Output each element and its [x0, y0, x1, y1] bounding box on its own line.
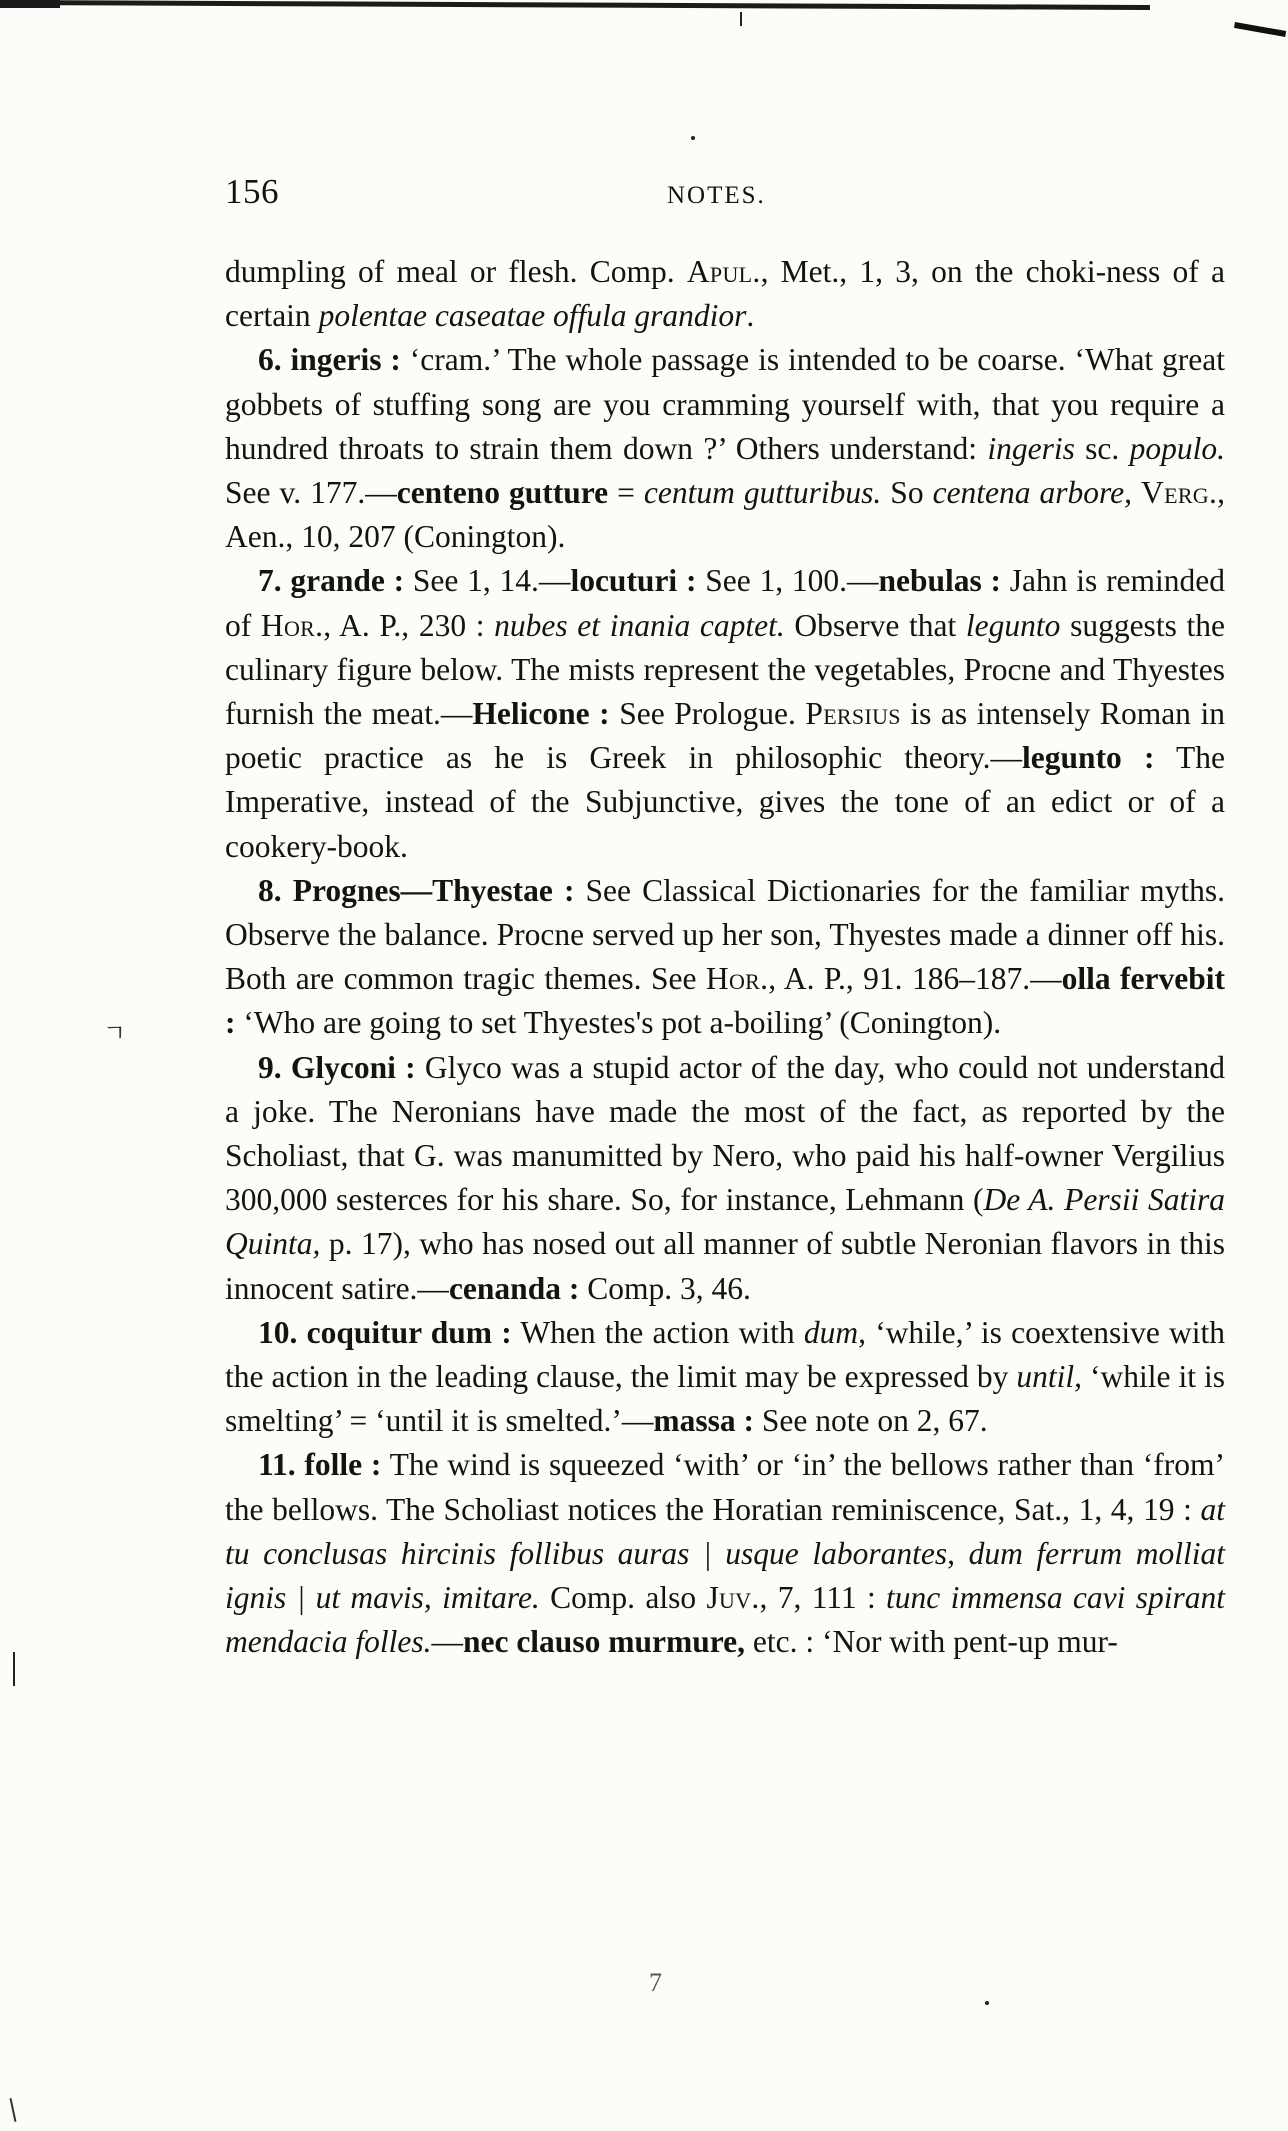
margin-mark: ㄱ: [103, 1019, 127, 1047]
scan-edge-corner: [0, 0, 60, 8]
scan-margin-bar: [10, 2098, 17, 2122]
scan-tick-mark: [740, 12, 742, 26]
author-ref: Verg.: [1141, 475, 1218, 511]
lemma: nec clauso murmure,: [462, 1624, 745, 1660]
signature-mark: 7: [649, 1968, 662, 1997]
scan-margin-bar: [13, 1652, 15, 1686]
page-number: 156: [225, 172, 279, 211]
note-paragraph-8: 8. Prognes—Thyestae : See Classical Dictionaries for the familiar myths. Observe the balance. Procne served up her son, Thyestes made a dinner off his. Both are common tragic themes. See Hor., A. P., 91. 186–187.—olla fervebit : ‘Who are going to set Thyestes's pot a-boiling’ (Conington).: [225, 872, 1226, 1041]
verse-number: 10.: [258, 1314, 298, 1350]
lemma: cenanda :: [448, 1270, 580, 1306]
note-paragraph-10: 10. coquitur dum : When the action with dum, ‘while,’ is coextensive with the action in the leading clause, the limit may be expressed by until, ‘while it is smelting’ = ‘until it is smelted.’—massa : See note on 2, 67.: [225, 1314, 1226, 1439]
verse-number: 7.: [258, 563, 282, 599]
lemma: coquitur dum :: [306, 1314, 512, 1350]
note-paragraph-continued: dumpling of meal or flesh. Comp. Apul., Met., 1, 3, on the choki-ness of a certain polentae caseatae offula grandior.: [225, 254, 1225, 334]
verse-number: 6.: [258, 342, 282, 378]
note-paragraph-9: 9. Glyconi : Glyco was a stupid actor of the day, who could not understand a joke. The Neronians have made the most of the fact, as reported by the Scholiast, that G. was manumitted by Nero, who paid his half-owner Vergilius 300,000 sesterces for his share. So, for instance, Lehmann (De A. Persii Satira Quinta, p. 17), who has nosed out all manner of subtle Neronian flavors in this innocent satire.—cenanda : Comp. 3, 46.: [225, 1049, 1225, 1306]
lemma: locuturi :: [570, 563, 697, 599]
lemma: grande :: [290, 563, 405, 599]
scan-edge-right-mark: [1234, 22, 1286, 37]
note-paragraph-7: 7. grande : See 1, 14.—locuturi : See 1, 100.—nebulas : Jahn is reminded of Hor., A. P., 230 : nubes et inania captet. Observe that legunto suggests the culinary figure below. The mists represent the vegetables, Procne and Thyestes furnish the meat.—Helicone : See Prologue. Persius is as intensely Roman in poetic practice as he is Greek in philosophic theory.—legunto : The Imperative, instead of the Subjunctive, gives the tone of an edict or of a cookery-book.: [225, 563, 1226, 864]
lemma: centeno gutture: [396, 475, 609, 511]
running-head: [225, 172, 795, 218]
lemma: Prognes—Thyestae :: [292, 872, 575, 908]
note-paragraph-11: 11. folle : The wind is squeezed ‘with’ or ‘in’ the bellows rather than ‘from’ the bellows. The Scholiast notices the Horatian reminiscence, Sat., 1, 4, 19 : at tu conclusas hircinis follibus auras | usque laborantes, dum ferrum molliat ignis | ut mavis, imitare. Comp. also Juv., 7, 111 : tunc immensa cavi spirant mendacia folles.—nec clauso murmure, etc. : ‘Nor with pent-up mur-: [225, 1447, 1225, 1660]
lemma: ingeris :: [290, 342, 401, 378]
author-ref: Hor.: [260, 607, 324, 643]
lemma: Glyconi :: [290, 1049, 416, 1085]
lemma: olla fervebit :: [225, 961, 1225, 1041]
lemma: massa :: [653, 1403, 755, 1439]
lemma: legunto :: [1022, 740, 1155, 776]
lemma: Helicone :: [472, 696, 610, 732]
author-ref: Juv.: [706, 1580, 760, 1616]
latin-quote: polentae caseatae offula grandior: [318, 298, 747, 334]
verse-number: 8.: [258, 872, 282, 908]
scan-speck: [985, 2001, 989, 2005]
note-paragraph-6: 6. ingeris : ‘cram.’ The whole passage is intended to be coarse. ‘What great gobbets of stuffing song are you cramming yourself with, that you require a hundred throats to strain them down ?’ Others understand: ingeris sc. populo. See v. 177.—centeno gutture = centum gutturibus. So centena arbore, Verg., Aen., 10, 207 (Conington).: [225, 342, 1226, 555]
verse-number: 9.: [258, 1049, 282, 1085]
author-ref: Persius: [805, 696, 901, 732]
page-title: NOTES.: [667, 182, 766, 209]
lemma: nebulas :: [878, 563, 1002, 599]
notes-body: [225, 250, 1225, 1665]
lemma: folle :: [304, 1447, 382, 1483]
author-ref: Hor.: [705, 961, 769, 997]
author-ref: Apul.: [686, 254, 761, 289]
scan-speck: [691, 136, 695, 140]
verse-number: 11.: [258, 1447, 296, 1483]
scan-edge-top: [0, 0, 1150, 10]
